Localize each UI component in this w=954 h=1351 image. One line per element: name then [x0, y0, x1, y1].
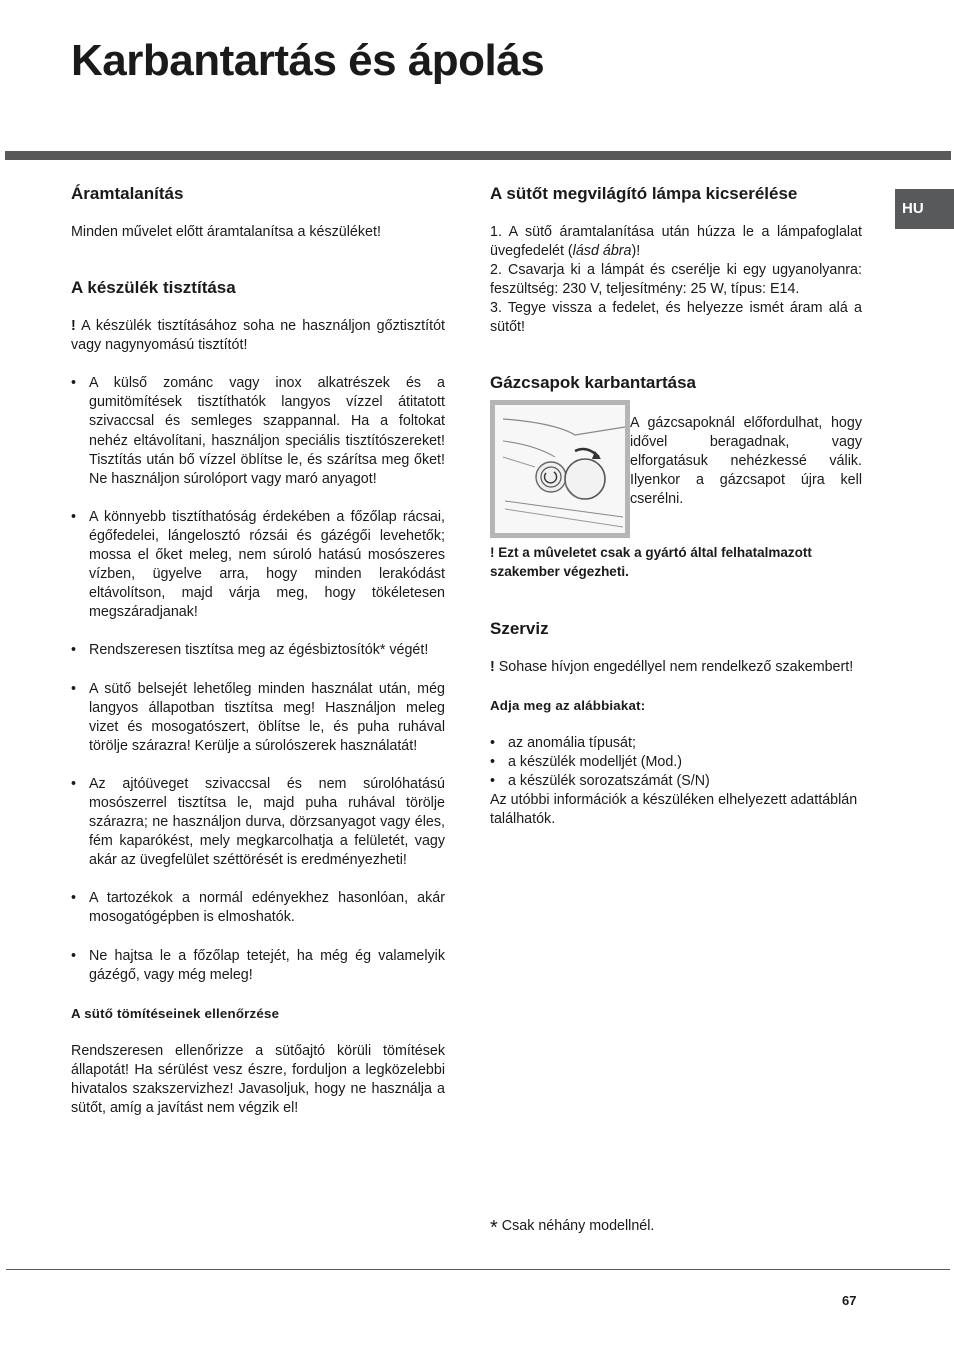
bullet: • [71, 508, 77, 525]
service-info-heading: Adja meg az alábbiakat: [490, 697, 646, 713]
cleaning-warning [71, 317, 445, 355]
footnote [490, 1216, 654, 1238]
gas-taps-text: A gázcsapoknál előfordulhat, hogy idővel beragadnak, vagy elforgatásuk nehézkessé válik. Ilyenkor a gázcsapot újra kell cserélni. [630, 414, 862, 507]
list-item-text: A könnyebb tisztíthatóság érdekében a főzőlap rácsai, égőfedelei, lángelosztó rózsái és gázégői levehetők; mossa el őket meleg, nem súroló hatású mosószeres vízben, ügyelve arra, hogy minden lerakódást eltávolítson, majd várja meg, hogy tökéletesen megszáradjanak! [89, 508, 445, 621]
list-item-text: a készülék sorozatszámát (S/N) [508, 772, 710, 789]
bullet: • [71, 775, 77, 792]
heading-cleaning: A készülék tisztítása [71, 278, 236, 298]
cleaning-list [71, 374, 445, 984]
heading-gas-taps: Gázcsapok karbantartása [490, 372, 696, 392]
warning-mark: ! [490, 658, 495, 675]
list-item [71, 775, 445, 870]
bullet: • [490, 772, 496, 789]
list-item-text: az anomália típusát; [508, 734, 636, 751]
bullet: • [71, 375, 77, 392]
footnote-text: Csak néhány modellnél. [501, 1218, 655, 1234]
bullet: • [71, 642, 77, 659]
lamp-step-1-end: )! [631, 243, 641, 260]
bullet: • [71, 890, 77, 907]
lamp-step-1 [490, 223, 862, 261]
lamp-step-1-text: 1. A sütő áramtalanítása után húzza le a lámpafoglalat üvegfedelét ( [490, 224, 862, 260]
right-column [490, 183, 862, 829]
lamp-step-2: 2. Csavarja ki a lámpát és cserélje ki egy ugyanolyanra: feszültség: 230 V, teljesítmény: 25 W, típus: E14. [490, 262, 862, 298]
see-figure-note: lásd ábra [572, 243, 632, 260]
service-warning-text: Sohase hívjon engedéllyel nem rendelkező szakembert! [498, 658, 854, 675]
service-info-list [490, 734, 862, 791]
warning-mark: ! [71, 318, 76, 335]
left-column [71, 183, 445, 1118]
footnote-star: * [490, 1217, 498, 1239]
list-item-text: A tartozékok a normál edényekhez hasonlóan, akár mosogatógépben is elmoshatók. [89, 890, 445, 926]
power-off-text: Minden művelet előtt áramtalanítsa a készüléket! [71, 224, 381, 240]
list-item-text: Az ajtóüveget szivaccsal és nem súrolóhatású mosószerrel tisztítsa le, majd puha ruhával törölje szárazra; ne használjon durva, dörzsanyagot vagy éles, fém kaparókést, mely megkarcolhatja a felületét, vagy akár az üvegfelület széttörését is eredményezheti! [89, 775, 445, 869]
bullet: • [490, 753, 496, 770]
list-item [71, 889, 445, 927]
list-item [71, 641, 445, 660]
bullet: • [71, 680, 77, 697]
list-item [71, 508, 445, 623]
header-divider [5, 151, 951, 160]
list-item [71, 947, 445, 985]
page-title: Karbantartás és ápolás [71, 36, 545, 85]
list-item-text: Rendszeresen tisztítsa meg az égésbiztosítók* végét! [89, 642, 429, 659]
language-tab: HU [895, 189, 954, 229]
list-item-text: A külső zománc vagy inox alkatrészek és a gumitömítések tisztíthatók langyos vízzel átitatott szivaccsal és semleges szappannal. Ha a foltokat nehéz eltávolítani, használjon speciális tisztítószereket! Tisztítás után bő vízzel öblítse le, és szárítsa meg őket! Ne használjon súrolóport vagy maró anyagot! [89, 375, 445, 487]
heading-oven-seals: A sütő tömítéseinek ellenőrzése [71, 1005, 280, 1021]
list-item [490, 772, 862, 791]
page-number: 67 [842, 1293, 857, 1308]
heading-power-off: Áramtalanítás [71, 184, 184, 203]
bullet: • [490, 734, 496, 751]
gas-tap-illustration [490, 400, 630, 538]
service-note: Az utóbbi információk a készüléken elhelyezett adattáblán találhatók. [490, 791, 858, 828]
gas-tap-icon [495, 405, 625, 533]
heading-service: Szerviz [490, 618, 549, 638]
list-item-text: a készülék modelljét (Mod.) [508, 753, 683, 770]
list-item [490, 734, 862, 753]
gas-taps-warning: ! Ezt a mûveletet csak a gyártó által felhatalmazott szakember végezheti. [490, 544, 812, 580]
gas-taps-section [490, 400, 862, 538]
lamp-step-3: 3. Tegye vissza a fedelet, és helyezze ismét áram alá a sütőt! [490, 300, 862, 336]
service-warning [490, 658, 862, 677]
oven-seals-text: Rendszeresen ellenőrizze a sütőajtó körüli tömítések állapotát! Ha sérülést vesz észre, forduljon a legközelebbi hivatalos szakszervizhez! Javasoljuk, hogy ne használja a sütőt, amíg a javítást nem végzik el! [71, 1042, 445, 1116]
bullet: • [71, 947, 77, 964]
cleaning-warning-text: A készülék tisztításához soha ne használjon gőztisztítót vagy nagynyomású tisztítót! [71, 318, 445, 354]
list-item [71, 374, 445, 489]
list-item [490, 753, 862, 772]
list-item [71, 680, 445, 756]
footer-divider [6, 1269, 950, 1270]
list-item-text: Ne hajtsa le a főzőlap tetejét, ha még ég valamelyik gázégő, vagy még meleg! [89, 947, 445, 983]
heading-lamp-replacement: A sütőt megvilágító lámpa kicserélése [490, 184, 798, 203]
list-item-text: A sütő belsejét lehetőleg minden használat után, még langyos állapotban tisztítsa meg! Használjon meleg vizet és mosogatószert, öblítse le, és puha ruhával törölje szárazra! Kerülje a súrolószerek használatát! [89, 680, 445, 754]
